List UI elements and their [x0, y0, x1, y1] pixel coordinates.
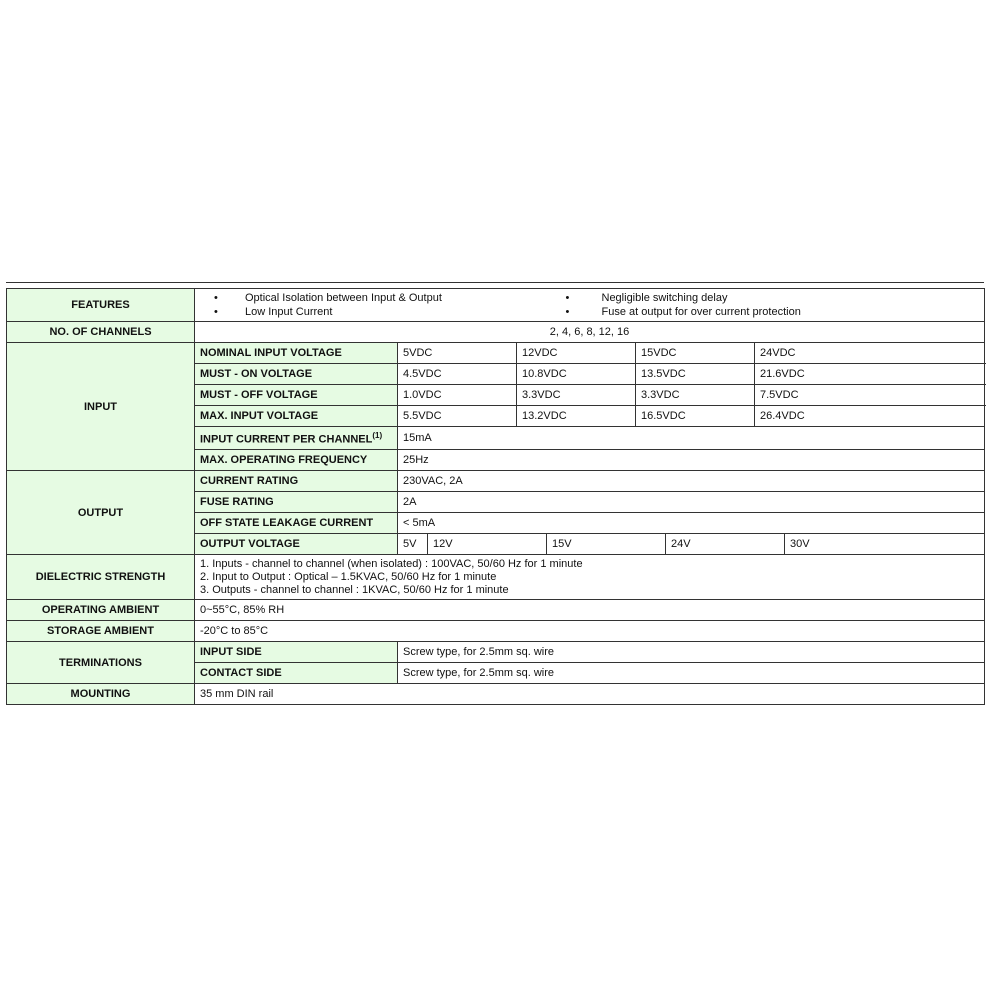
input-side-label: INPUT SIDE: [195, 642, 398, 663]
table-cell: 12VDC: [517, 343, 636, 364]
table-cell: 5V: [398, 534, 428, 555]
table-cell: 30V: [785, 534, 985, 555]
must-off-label: MUST - OFF VOLTAGE: [195, 385, 398, 406]
features-cell: [195, 289, 985, 322]
operating-ambient-label: OPERATING AMBIENT: [7, 600, 195, 621]
table-cell: 15VDC: [636, 343, 755, 364]
table-cell: Screw type, for 2.5mm sq. wire: [398, 663, 985, 684]
input-label: INPUT: [7, 343, 195, 471]
top-rule: [6, 282, 984, 283]
table-cell: 35 mm DIN rail: [195, 684, 985, 705]
mounting-label: MOUNTING: [7, 684, 195, 705]
fuse-rating-label: FUSE RATING: [195, 492, 398, 513]
table-cell: 2A: [398, 492, 985, 513]
table-cell: 25Hz: [398, 450, 985, 471]
list-item: 3. Outputs - channel to channel : 1KVAC, 50/60 Hz for 1 minute: [200, 583, 509, 596]
table-cell: 1.0VDC: [398, 385, 517, 406]
table-cell: 13.5VDC: [636, 364, 755, 385]
table-cell: 3.3VDC: [517, 385, 636, 406]
table-cell: 7.5VDC: [755, 385, 985, 406]
storage-ambient-label: STORAGE AMBIENT: [7, 621, 195, 642]
channels-row: [7, 322, 985, 343]
dielectric-label: DIELECTRIC STRENGTH: [7, 555, 195, 600]
spec-table: [6, 288, 985, 705]
current-rating-label: CURRENT RATING: [195, 471, 398, 492]
table-cell: 24V: [666, 534, 785, 555]
table-cell: 21.6VDC: [755, 364, 985, 385]
features-right-list: [565, 291, 980, 319]
table-cell: 3.3VDC: [636, 385, 755, 406]
table-cell: 10.8VDC: [517, 364, 636, 385]
input-current-label: INPUT CURRENT PER CHANNEL$^{(1)}$: [195, 427, 398, 450]
contact-side-label: CONTACT SIDE: [195, 663, 398, 684]
table-cell: Screw type, for 2.5mm sq. wire: [398, 642, 985, 663]
operating-ambient-row: [7, 600, 985, 621]
table-cell: -20°C to 85°C: [195, 621, 985, 642]
table-cell: 13.2VDC: [517, 406, 636, 427]
dielectric-cell: [195, 555, 985, 600]
list-item: • Fuse at output for over current protection: [565, 306, 801, 318]
features-row: [7, 289, 985, 322]
table-cell: 4.5VDC: [398, 364, 517, 385]
dielectric-row: [7, 555, 985, 600]
output-label: OUTPUT: [7, 471, 195, 555]
leakage-label: OFF STATE LEAKAGE CURRENT: [195, 513, 398, 534]
table-cell: 24VDC: [755, 343, 985, 364]
table-cell: 15mA: [398, 427, 985, 450]
must-on-label: MUST - ON VOLTAGE: [195, 364, 398, 385]
table-cell: 0~55°C, 85% RH: [195, 600, 985, 621]
output-voltage-label: OUTPUT VOLTAGE: [195, 534, 398, 555]
table-cell: 16.5VDC: [636, 406, 755, 427]
terminations-input-row: [7, 642, 985, 663]
channels-value: 2, 4, 6, 8, 12, 16: [195, 322, 985, 343]
list-item: • Optical Isolation between Input & Output: [214, 292, 442, 304]
max-input-label: MAX. INPUT VOLTAGE: [195, 406, 398, 427]
table-cell: 15V: [547, 534, 666, 555]
list-item: 2. Input to Output : Optical – 1.5KVAC, 50/60 Hz for 1 minute: [200, 570, 497, 583]
table-cell: 5VDC: [398, 343, 517, 364]
nominal-voltage-label: NOMINAL INPUT VOLTAGE: [195, 343, 398, 364]
footnote-marker: (1): [372, 430, 383, 440]
input-nominal-row: [7, 343, 985, 364]
list-item: • Negligible switching delay: [565, 292, 728, 304]
table-cell: 5.5VDC: [398, 406, 517, 427]
table-cell: 12V: [428, 534, 547, 555]
frequency-label: MAX. OPERATING FREQUENCY: [195, 450, 398, 471]
features-label: FEATURES: [7, 289, 195, 322]
list-item: • Low Input Current: [214, 306, 333, 318]
table-cell: < 5mA: [398, 513, 985, 534]
mounting-row: [7, 684, 985, 705]
output-current-row: [7, 471, 985, 492]
table-cell: 230VAC, 2A: [398, 471, 985, 492]
channels-label: NO. OF CHANNELS: [7, 322, 195, 343]
list-item: 1. Inputs - channel to channel (when isolated) : 100VAC, 50/60 Hz for 1 minute: [200, 557, 583, 570]
storage-ambient-row: [7, 621, 985, 642]
terminations-label: TERMINATIONS: [7, 642, 195, 684]
table-cell: 26.4VDC: [755, 406, 985, 427]
features-left-list: [200, 291, 590, 319]
